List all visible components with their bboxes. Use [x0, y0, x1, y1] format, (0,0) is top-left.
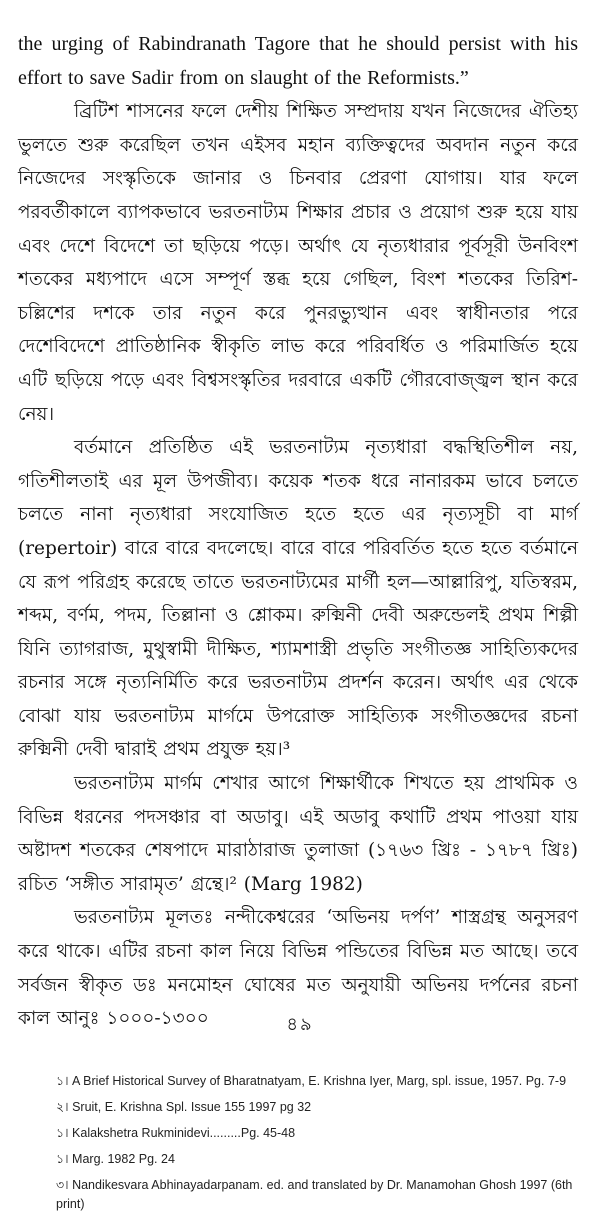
paragraph-abhinaya-darpan: ভরতনাট্যম মূলতঃ নন্দীকেশ্বরের ‘অভিনয় দর্পণ’ শাস্ত্রগ্রন্থ অনুসরণ করে থাকে। এটির রচনা কাল নিয়ে বিভিন্ন পন্ডিতের বিভিন্ন মত আছে। তবে সর্বজন স্বীকৃত ডঃ মনমোহন ঘোষের মত অনুযায়ী অভিনয় দর্পনের রচনা কাল আনুঃ ১০০০-১৩০০: [18, 907, 578, 1030]
footnote-item: ১। Kalakshetra Rukminidevi.........Pg. 45-48: [56, 1125, 296, 1140]
paragraph-english-quote: the urging of Rabindranath Tagore that he should persist with his effort to save Sadir from on slaught of the Reformists.”: [18, 33, 578, 89]
footnote-item: ১। Marg. 1982 Pg. 24: [56, 1151, 175, 1166]
body-text: [18, 28, 578, 1036]
footnote-item: ২। Sruit, E. Krishna Spl. Issue 155 1997 pg 32: [56, 1099, 312, 1114]
footnote-item: ৩। Nandikesvara Abhinayadarpanam. ed. and translated by Dr. Manamohan Ghosh 1997 (6th print): [56, 1177, 573, 1211]
paragraph-british-rule: ব্রিটিশ শাসনের ফলে দেশীয় শিক্ষিত সম্প্রদায় যখন নিজেদের ঐতিহ্য ভুলতে শুরু করেছিল তখন এইসব মহান ব্যক্তিত্বদের অবদান নতুন করে নিজেদের সংস্কৃতিকে জানার ও চিনবার প্রেরণা যোগায়। যার ফলে পরবর্তীকালে ব্যাপকভাবে ভরতনাট্যম শিক্ষার প্রচার ও প্রয়োগ শুরু হয়ে যায় এবং দেশে বিদেশে তা ছড়িয়ে পড়ে। অর্থাৎ যে নৃত্যধারার পূর্বসূরী উনবিংশ শতকের মধ্যপাদে এসে সম্পূর্ণ স্তব্ধ হয়ে গেছিল, বিংশ শতকের তিরিশ-চল্লিশের দশকে তার নতুন করে পুনরভ্যুত্থান এবং স্বাধীনতার পরে দেশেবিদেশে প্রাতিষ্ঠানিক স্বীকৃতি লাভ করে পরিবর্ধিত ও পরিমার্জিত হয়ে এটি ছড়িয়ে পড়ে এবং বিশ্বসংস্কৃতির দরবারে একটি গৌরবোজ্জ্বল স্থান করে নেয়।: [18, 101, 578, 425]
footnotes: [18, 1072, 578, 1214]
paragraph-adavu: ভরতনাট্যম মার্গম শেখার আগে শিক্ষার্থীকে শিখতে হয় প্রাথমিক ও বিভিন্ন ধরনের পদসঞ্চার বা অডাবু। এই অডাবু কথাটি প্রথম পাওয়া যায় অষ্টাদশ শতকের শেষপাদে মারাঠারাজ তুলাজা (১৭৬৩ খ্রিঃ - ১৭৮৭ খ্রিঃ) রচিত ‘সঙ্গীত সারামৃত’ গ্রন্থে।² (Marg 1982): [18, 773, 578, 895]
page-number: ৪৯: [286, 1014, 314, 1035]
footnote-item: ১। A Brief Historical Survey of Bharatnatyam, E. Krishna Iyer, Marg, spl. issue, 1957. Pg. 7-9: [56, 1073, 567, 1088]
paragraph-current-style: বর্তমানে প্রতিষ্ঠিত এই ভরতনাট্যম নৃত্যধারা বদ্ধস্থিতিশীল নয়, গতিশীলতাই এর মূল উপজীব্য। কয়েক শতক ধরে নানারকম ভাবে চলতে চলতে নানা নৃত্যধারা সংযোজিত হতে হতে এর নৃত্যসূচী বা মার্গ (repertoir) বারে বারে বদলেছে। বারে বারে পরিবর্তিত হতে হতে বর্তমানে যে রূপ পরিগ্রহ করেছে তাতে ভরতনাট্যমের মার্গী হল—আল্লারিপু, যতিস্বরম, শব্দম, বর্ণম, পদম, তিল্লানা ও শ্লোকম। রুক্মিনী দেবী অরুন্ডেলই প্রথম শিল্পী যিনি ত্যাগরাজ, মুথুস্বামী দীক্ষিত, শ্যামশাস্ত্রী প্রভৃতি সংগীতজ্ঞ সাহিত্যিকদের রচনার সঙ্গে নৃত্যনির্মিতি করে ভরতনাট্যম প্রদর্শন করেন। অর্থাৎ এর থেকে বোঝা যায় ভরতনাট্যম মার্গমে উপরোক্ত সাহিত্যিক সংগীতজ্ঞদের রচনা রুক্মিনী দেবী দ্বারাই প্রথম প্রযুক্ত হয়।³: [18, 437, 578, 761]
